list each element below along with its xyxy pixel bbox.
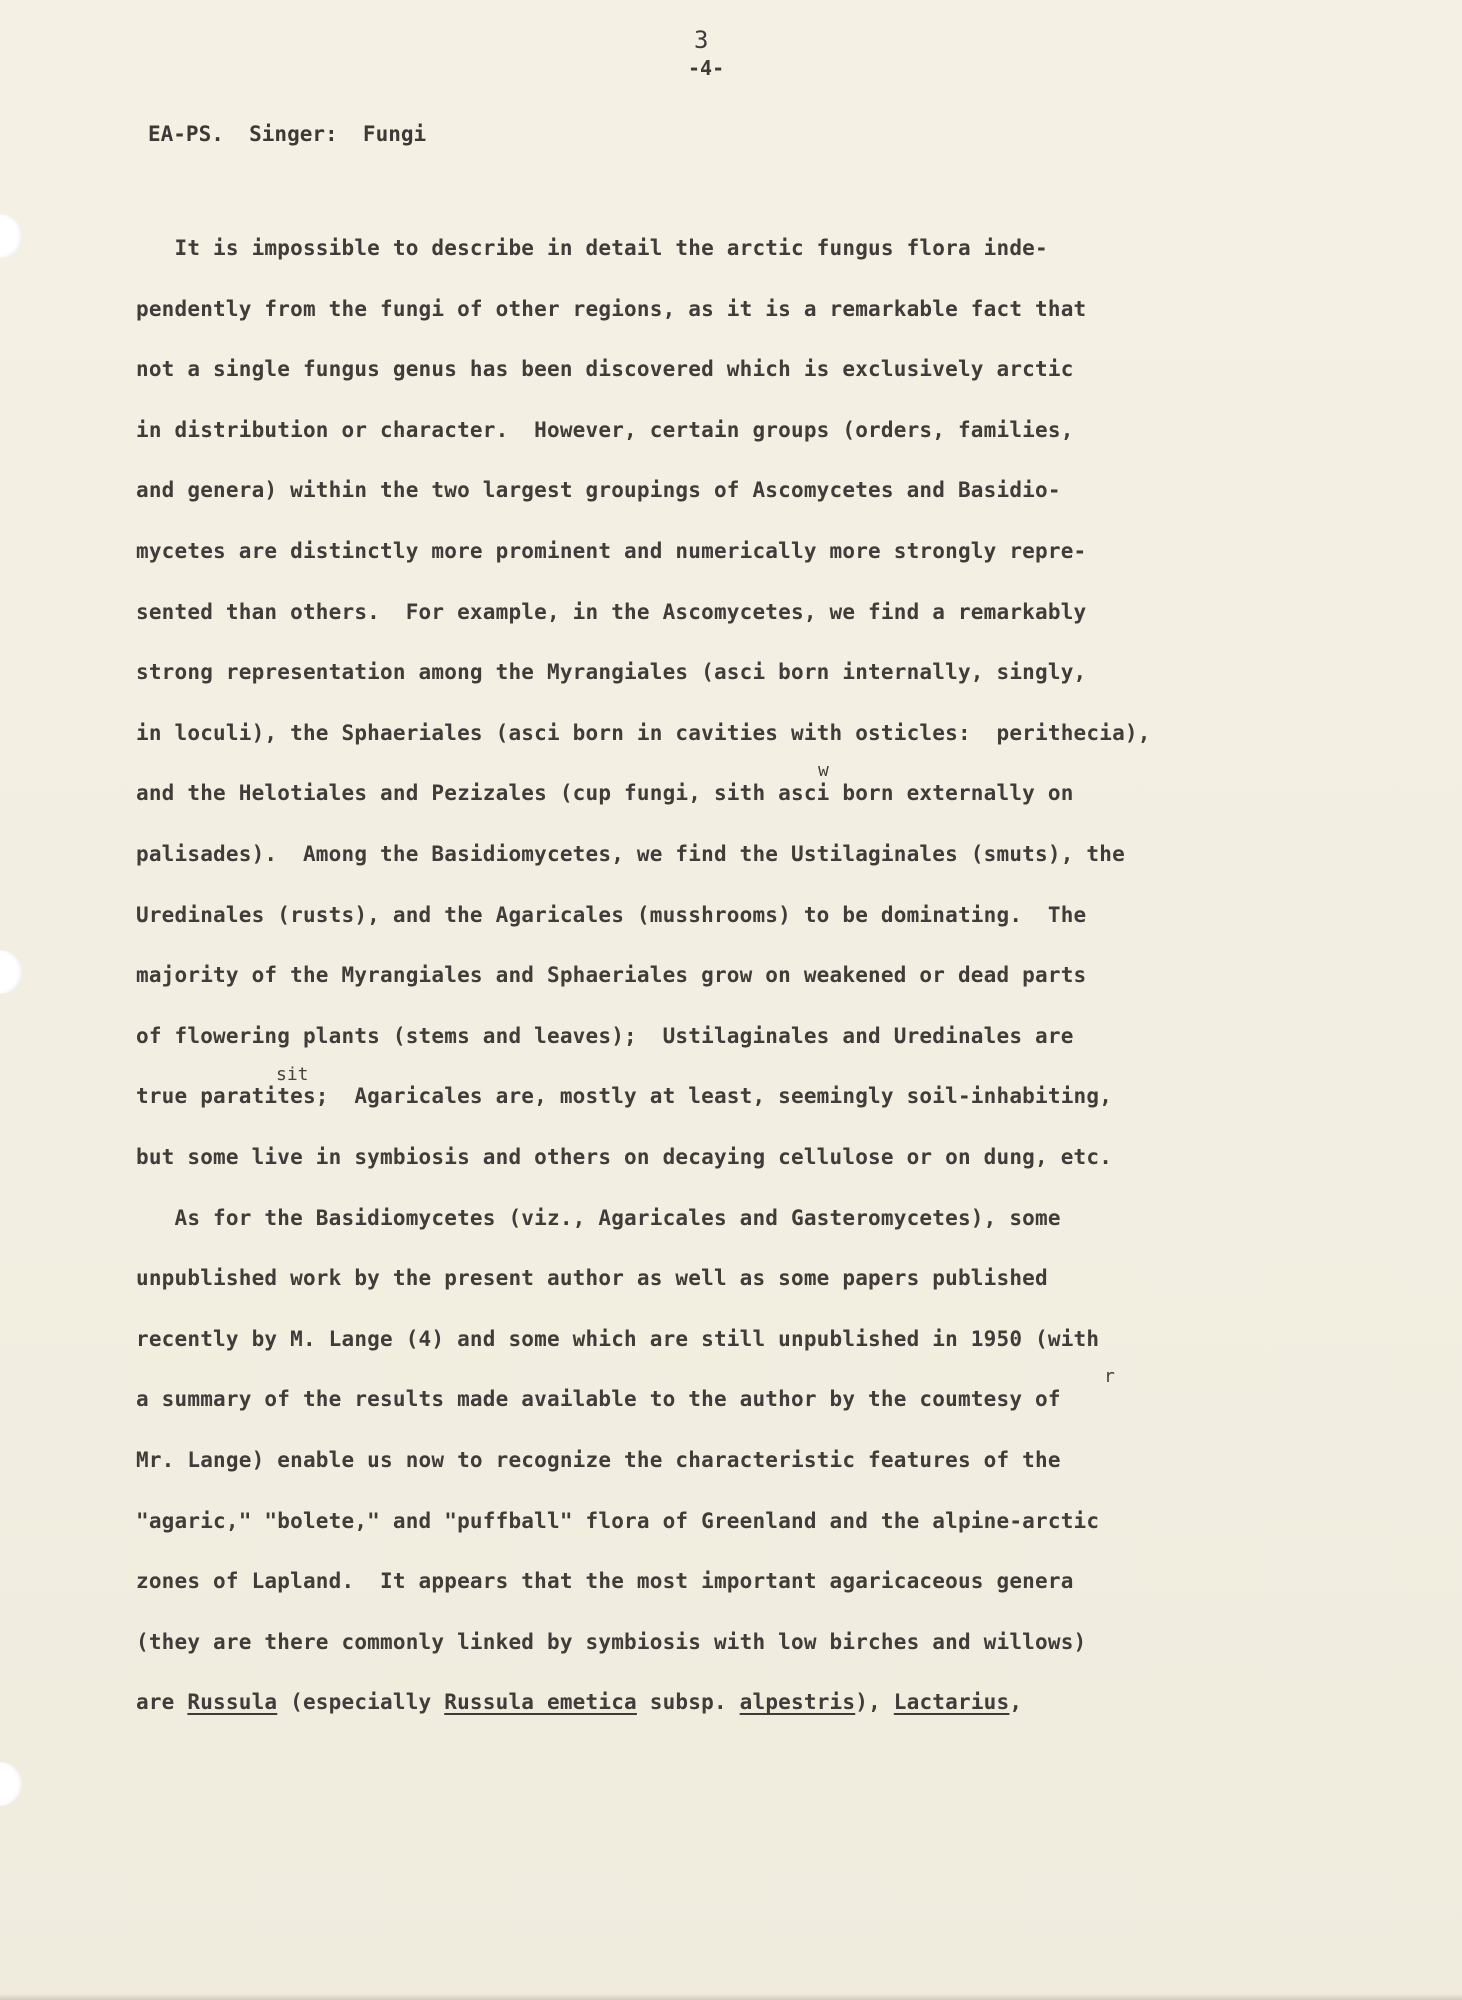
page-number-handwritten: 3 bbox=[694, 26, 709, 54]
body-line: As for the Basidiomycetes (viz., Agaricales and Gasteromycetes), some bbox=[136, 1206, 1061, 1230]
subspecies-alpestris: alpestris bbox=[739, 1690, 856, 1714]
punch-hole bbox=[0, 214, 22, 258]
body-line-last: are Russula (especially Russula emetica subsp. alpestris), Lactarius, bbox=[136, 1690, 1023, 1714]
genus-russula: Russula bbox=[187, 1690, 278, 1714]
body-line: strong representation among the Myrangiales (asci born internally, singly, bbox=[136, 660, 1087, 684]
body-line: pendently from the fungi of other regions, as it is a remarkable fact that bbox=[136, 297, 1087, 321]
body-line: not a single fungus genus has been discovered which is exclusively arctic bbox=[136, 357, 1074, 381]
body-line: recently by M. Lange (4) and some which are still unpublished in 1950 (with bbox=[136, 1327, 1100, 1351]
punch-hole bbox=[0, 1762, 22, 1806]
body-line: palisades). Among the Basidiomycetes, we find the Ustilaginales (smuts), the bbox=[136, 842, 1125, 866]
body-line: and genera) within the two largest groupings of Ascomycetes and Basidio- bbox=[136, 478, 1061, 502]
body-line: zones of Lapland. It appears that the most important agaricaceous genera bbox=[136, 1569, 1074, 1593]
body-line: mycetes are distinctly more prominent and numerically more strongly repre- bbox=[136, 539, 1087, 563]
body-line: but some live in symbiosis and others on decaying cellulose or on dung, etc. bbox=[136, 1145, 1113, 1169]
species-russula-emetica: Russula emetica bbox=[444, 1690, 637, 1714]
body-line: a summary of the results made available to the author by the coumtesy of bbox=[136, 1387, 1061, 1411]
body-line: (they are there commonly linked by symbiosis with low birches and willows) bbox=[136, 1630, 1087, 1654]
document-header: EA-PS. Singer: Fungi bbox=[148, 122, 427, 146]
body-line: and the Helotiales and Pezizales (cup fungi, sith asci born externally on bbox=[136, 781, 1074, 805]
handwritten-insert-r: r bbox=[1104, 1366, 1115, 1387]
body-line: It is impossible to describe in detail the arctic fungus flora inde- bbox=[136, 236, 1048, 260]
body-line: true paratites; Agaricales are, mostly at least, seemingly soil-inhabiting, bbox=[136, 1084, 1113, 1108]
body-line: "agaric," "bolete," and "puffball" flora of Greenland and the alpine-arctic bbox=[136, 1509, 1100, 1533]
body-line: Uredinales (rusts), and the Agaricales (musshrooms) to be dominating. The bbox=[136, 903, 1087, 927]
body-line: majority of the Myrangiales and Sphaeriales grow on weakened or dead parts bbox=[136, 963, 1087, 987]
body-line: unpublished work by the present author as well as some papers published bbox=[136, 1266, 1048, 1290]
body-line: in loculi), the Sphaeriales (asci born in cavities with osticles: perithecia), bbox=[136, 721, 1151, 745]
body-line: Mr. Lange) enable us now to recognize the characteristic features of the bbox=[136, 1448, 1061, 1472]
body-line: sented than others. For example, in the Ascomycetes, we find a remarkably bbox=[136, 600, 1087, 624]
genus-lactarius: Lactarius bbox=[893, 1690, 1010, 1714]
handwritten-insert-w: w bbox=[818, 760, 829, 781]
body-line: of flowering plants (stems and leaves); Ustilaginales and Uredinales are bbox=[136, 1024, 1074, 1048]
handwritten-insert-sit: sit bbox=[276, 1064, 309, 1085]
paper-edge bbox=[0, 1994, 1462, 2000]
punch-hole bbox=[0, 950, 22, 994]
body-line: in distribution or character. However, certain groups (orders, families, bbox=[136, 418, 1074, 442]
page-number-typed: -4- bbox=[688, 56, 725, 80]
